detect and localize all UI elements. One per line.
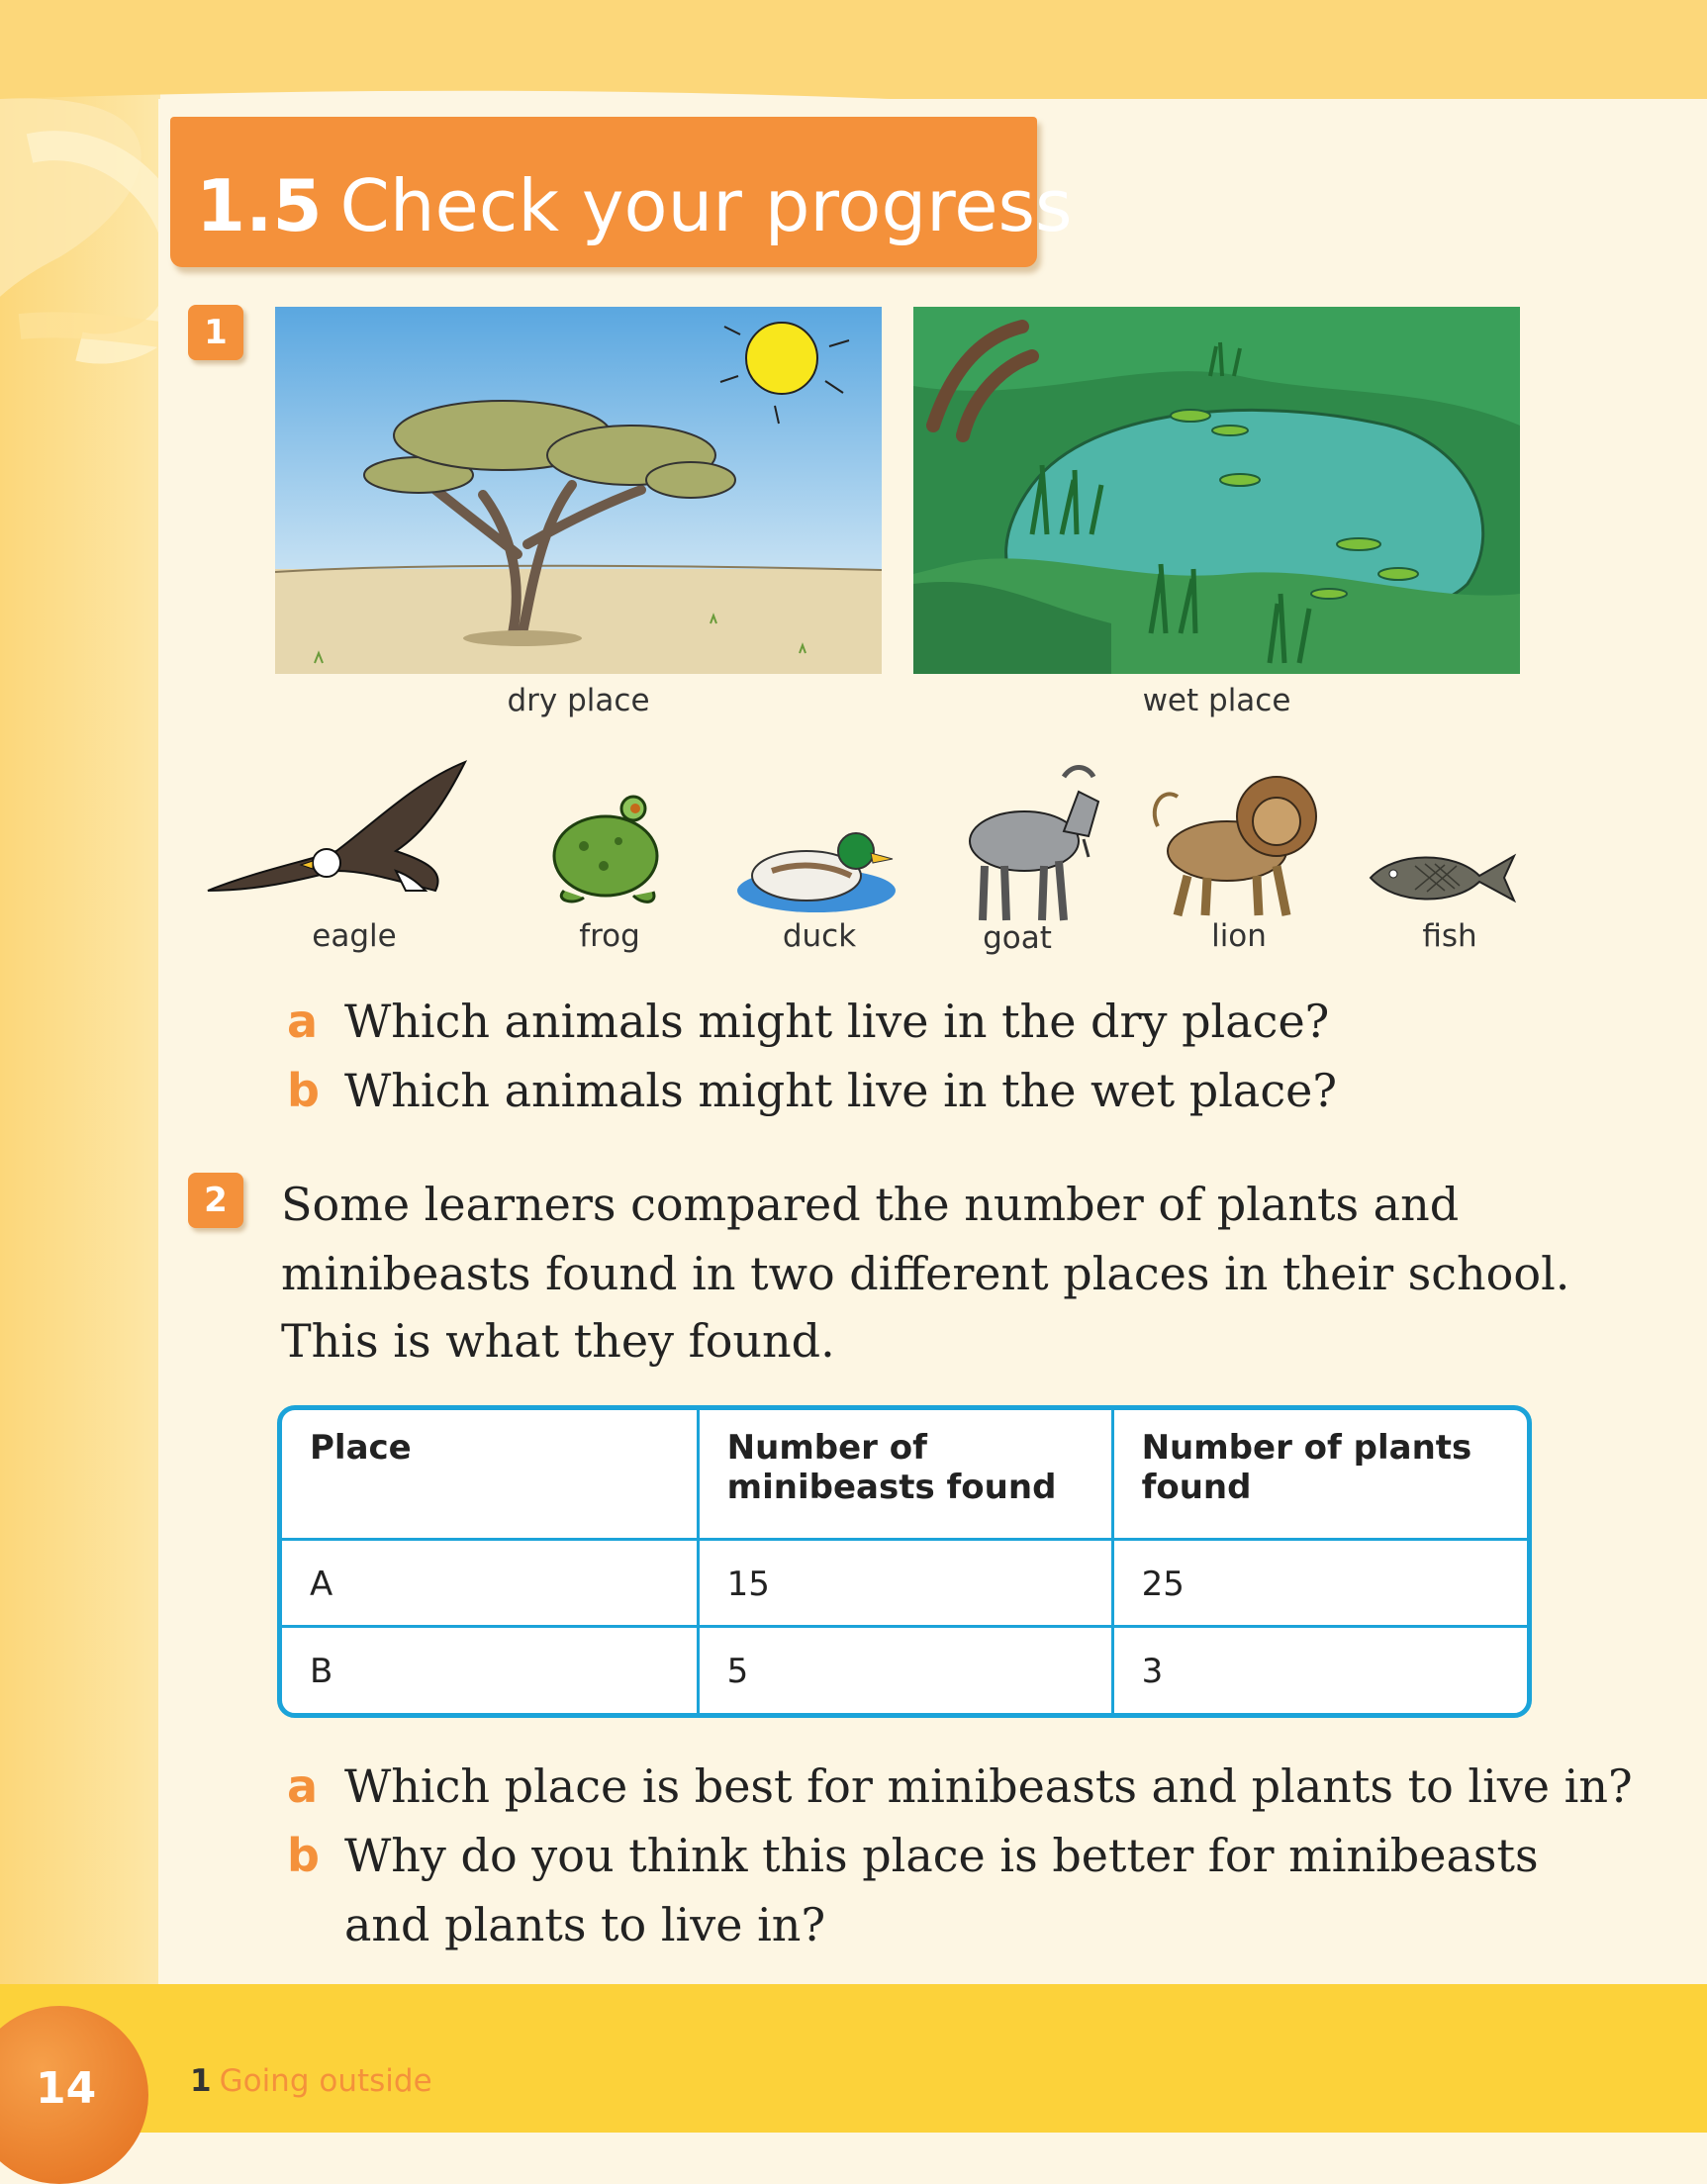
question-2a-text: Which place is best for minibeasts and plants to live in? [344, 1759, 1633, 1813]
animal-label-eagle: eagle [312, 918, 397, 954]
section-title [196, 164, 1073, 247]
chapter-label [190, 2063, 432, 2099]
question-2-intro-line-2: minibeasts found in two different places in their school. [281, 1247, 1570, 1300]
dry-place-caption: dry place [507, 683, 650, 718]
question-2a-letter: a [287, 1759, 319, 1813]
duck-illustration [732, 821, 901, 919]
animal-label-frog: frog [579, 918, 640, 954]
question-1a-letter: a [287, 995, 319, 1048]
page-number: 14 [36, 2063, 97, 2114]
question-2b-letter: b [287, 1829, 320, 1882]
animal-label-goat: goat [983, 920, 1052, 956]
section-title-text: Check your progress [339, 164, 1073, 247]
chapter-number: 1 [190, 2063, 212, 2099]
question-2-badge: 2 [188, 1173, 243, 1228]
table-header-minibeasts: Number of minibeasts found [698, 1410, 1112, 1539]
question-1b-text: Which animals might live in the wet place? [344, 1064, 1337, 1117]
table-cell: B [282, 1626, 698, 1713]
table-row [282, 1626, 1527, 1713]
table-header-place: Place [282, 1410, 698, 1539]
table-cell: 25 [1112, 1539, 1527, 1626]
section-number: 1.5 [196, 164, 323, 247]
animal-label-lion: lion [1211, 918, 1267, 954]
wet-place-caption: wet place [1142, 683, 1291, 718]
question-2-intro-line-1: Some learners compared the number of plants and [281, 1178, 1460, 1231]
page-footer [0, 1984, 1707, 2133]
table-cell: A [282, 1539, 698, 1626]
question-1-badge: 1 [188, 305, 243, 360]
question-2-intro-line-3: This is what they found. [281, 1314, 835, 1368]
table-row [282, 1539, 1527, 1626]
table-cell: 3 [1112, 1626, 1527, 1713]
goat-illustration [955, 762, 1108, 929]
fish-illustration [1366, 846, 1519, 914]
section-title-tab [170, 117, 1073, 267]
dry-place-illustration [275, 307, 882, 674]
question-2b-text-line-2: and plants to live in? [344, 1898, 826, 1951]
chapter-title: Going outside [219, 2063, 432, 2099]
question-1b-letter: b [287, 1064, 320, 1117]
eagle-illustration [198, 752, 475, 914]
frog-illustration [544, 787, 668, 914]
table-cell: 5 [698, 1626, 1112, 1713]
question-1a-text: Which animals might live in the dry place? [344, 995, 1330, 1048]
lion-illustration [1148, 767, 1321, 924]
animal-label-duck: duck [782, 918, 857, 954]
wet-place-illustration [913, 307, 1520, 674]
question-2b-text-line-1: Why do you think this place is better for minibeasts [344, 1829, 1539, 1882]
animal-label-fish: fish [1422, 918, 1477, 954]
results-table [277, 1405, 1532, 1718]
table-header-plants: Number of plants found [1112, 1410, 1527, 1539]
table-header-row [282, 1410, 1527, 1539]
table-cell: 15 [698, 1539, 1112, 1626]
